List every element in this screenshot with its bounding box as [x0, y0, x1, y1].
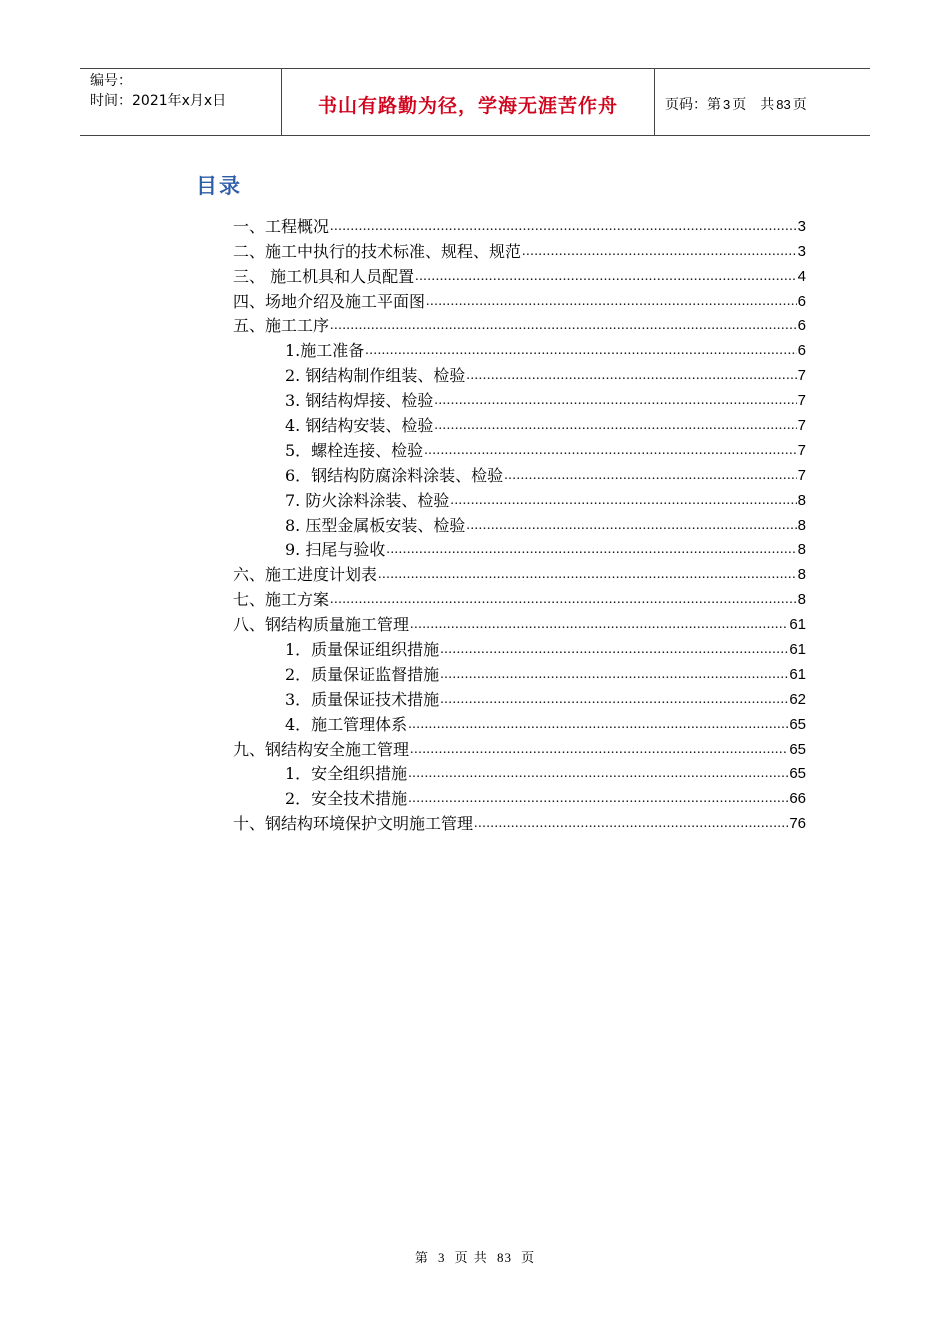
toc-entry[interactable] — [233, 436, 806, 461]
toc-entry[interactable] — [233, 461, 806, 486]
toc-entry-leader — [440, 690, 788, 710]
header-page-suffix: 页 — [792, 97, 807, 113]
toc-entry-label: 七、施工方案 — [233, 590, 330, 610]
header-page-mid: 页 共 — [732, 97, 775, 113]
toc-entry-leader — [410, 615, 788, 635]
toc-entry-leader — [415, 267, 797, 287]
table-of-contents — [233, 212, 806, 834]
toc-entry-leader — [434, 416, 796, 436]
toc-entry-page: 65 — [789, 765, 806, 783]
toc-entry-page: 65 — [789, 740, 806, 758]
toc-entry-leader — [378, 565, 797, 585]
toc-entry-leader — [408, 789, 788, 809]
toc-entry-page: 7 — [797, 466, 806, 484]
toc-entry-leader — [408, 764, 788, 784]
toc-entry-leader — [474, 814, 788, 834]
toc-entry[interactable] — [233, 312, 806, 337]
header-meta-cell — [80, 69, 282, 135]
toc-entry-page: 76 — [789, 815, 806, 833]
toc-entry[interactable] — [233, 809, 806, 834]
toc-entry-page: 61 — [789, 616, 806, 634]
toc-entry-label: 3. 钢结构焊接、检验 — [285, 391, 434, 411]
header-motto-cell — [282, 69, 655, 135]
toc-entry-page: 66 — [789, 790, 806, 808]
toc-entry[interactable] — [233, 287, 806, 312]
toc-entry-label: 1．质量保证组织措施 — [285, 640, 440, 660]
toc-entry[interactable] — [233, 635, 806, 660]
footer-prefix: 第 — [414, 1251, 429, 1266]
toc-entry-label: 六、施工进度计划表 — [233, 565, 378, 585]
toc-entry-label: 五、施工工序 — [233, 316, 330, 336]
toc-entry[interactable] — [233, 237, 806, 262]
header-motto: 书山有路勤为径，学海无涯苦作舟 — [317, 94, 618, 117]
toc-entry-page: 7 — [797, 441, 806, 459]
toc-entry-label: 7. 防火涂料涂装、检验 — [285, 490, 450, 510]
toc-entry[interactable] — [233, 486, 806, 511]
toc-entry-page: 8 — [797, 516, 806, 534]
toc-entry[interactable] — [233, 660, 806, 685]
toc-entry[interactable] — [233, 735, 806, 760]
header-page-cell — [655, 69, 870, 135]
toc-entry[interactable] — [233, 760, 806, 785]
toc-entry-label: 2. 钢结构制作组装、检验 — [285, 366, 466, 386]
toc-entry[interactable] — [233, 784, 806, 809]
toc-entry-label: 6．钢结构防腐涂料涂装、检验 — [285, 465, 504, 485]
toc-entry-label: 十、钢结构环境保护文明施工管理 — [233, 814, 474, 834]
toc-entry-leader — [466, 366, 796, 386]
toc-entry-label: 八、钢结构质量施工管理 — [233, 615, 410, 635]
toc-entry-label: 1．安全组织措施 — [285, 764, 408, 784]
toc-entry-page: 6 — [797, 342, 806, 360]
toc-entry-leader — [426, 292, 797, 312]
toc-entry[interactable] — [233, 262, 806, 287]
toc-entry-leader — [424, 441, 796, 461]
toc-entry-label: 二、施工中执行的技术标准、规程、规范 — [233, 241, 522, 261]
toc-entry-leader — [504, 466, 796, 486]
toc-entry[interactable] — [233, 212, 806, 237]
toc-entry-label: 四、场地介绍及施工平面图 — [233, 291, 426, 311]
toc-entry-label: 1.施工准备 — [285, 341, 365, 361]
toc-entry-page: 8 — [797, 541, 806, 559]
toc-entry-page: 3 — [797, 217, 806, 235]
toc-entry[interactable] — [233, 685, 806, 710]
toc-entry-label: 8. 压型金属板安装、检验 — [285, 515, 466, 535]
page-footer — [0, 1247, 950, 1266]
toc-entry-page: 6 — [797, 317, 806, 335]
toc-entry[interactable] — [233, 610, 806, 635]
toc-entry-leader — [522, 242, 797, 262]
toc-entry-leader — [365, 341, 796, 361]
page-header — [80, 68, 870, 136]
toc-entry-label: 3．质量保证技术措施 — [285, 689, 440, 709]
toc-entry[interactable] — [233, 386, 806, 411]
toc-entry-page: 8 — [797, 566, 806, 584]
toc-entry-leader — [408, 715, 788, 735]
header-page-current: 3 — [723, 96, 731, 112]
toc-entry-label: 4．施工管理体系 — [285, 714, 408, 734]
toc-entry[interactable] — [233, 336, 806, 361]
toc-entry[interactable] — [233, 361, 806, 386]
toc-entry-leader — [450, 491, 796, 511]
toc-entry-page: 8 — [797, 591, 806, 609]
header-page-prefix: 页码：第 — [665, 97, 721, 113]
header-page-total: 83 — [776, 96, 791, 112]
toc-entry-page: 7 — [797, 417, 806, 435]
toc-entry[interactable] — [233, 710, 806, 735]
footer-page-total: 83 — [496, 1250, 512, 1265]
toc-entry-page: 4 — [797, 267, 806, 285]
document-time-label: 时间：2021年x月x日 — [90, 93, 227, 109]
toc-entry-label: 2．安全技术措施 — [285, 789, 408, 809]
toc-entry-page: 62 — [789, 690, 806, 708]
footer-mid: 页 共 — [454, 1251, 488, 1266]
document-number-label: 编号： — [90, 73, 132, 89]
toc-entry-leader — [440, 665, 788, 685]
toc-entry-page: 7 — [797, 392, 806, 410]
toc-entry-leader — [386, 540, 796, 560]
toc-entry-page: 6 — [797, 292, 806, 310]
toc-entry-label: 九、钢结构安全施工管理 — [233, 739, 410, 759]
toc-entry-label: 4. 钢结构安装、检验 — [285, 416, 434, 436]
toc-entry[interactable] — [233, 585, 806, 610]
toc-entry-label: 一、工程概况 — [233, 216, 330, 236]
toc-entry-label: 9. 扫尾与验收 — [285, 540, 386, 560]
toc-entry-label: 5．螺栓连接、检验 — [285, 440, 424, 460]
toc-entry[interactable] — [233, 536, 806, 561]
toc-entry-leader — [330, 316, 797, 336]
toc-entry-label: 三、 施工机具和人员配置 — [233, 266, 415, 286]
toc-entry[interactable] — [233, 411, 806, 436]
footer-page-current: 3 — [438, 1250, 446, 1265]
toc-entry-leader — [466, 516, 796, 536]
toc-entry-leader — [330, 590, 797, 610]
toc-entry[interactable] — [233, 511, 806, 536]
toc-entry-leader — [434, 391, 796, 411]
toc-entry-page: 7 — [797, 367, 806, 385]
toc-entry-leader — [440, 640, 788, 660]
footer-suffix: 页 — [521, 1251, 536, 1266]
toc-entry-leader — [410, 740, 788, 760]
toc-entry-page: 61 — [789, 665, 806, 683]
toc-entry-label: 2．质量保证监督措施 — [285, 664, 440, 684]
toc-entry[interactable] — [233, 560, 806, 585]
toc-entry-page: 65 — [789, 715, 806, 733]
toc-title: 目录 — [196, 174, 242, 198]
toc-entry-page: 3 — [797, 242, 806, 260]
toc-entry-page: 61 — [789, 641, 806, 659]
toc-entry-page: 8 — [797, 491, 806, 509]
toc-entry-leader — [330, 217, 797, 237]
